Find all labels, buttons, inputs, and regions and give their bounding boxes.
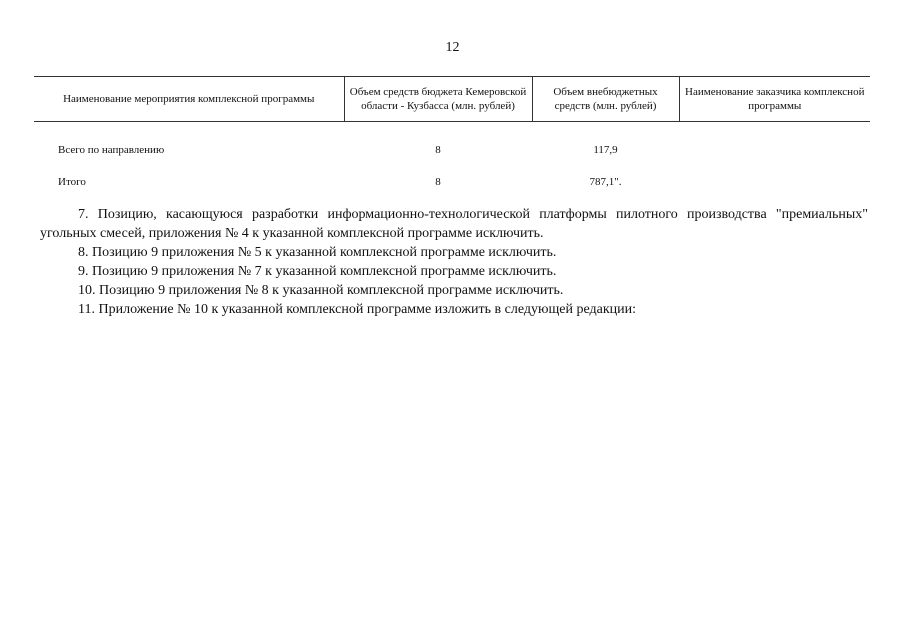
row-budget-value: 8 — [435, 176, 441, 188]
table-row — [34, 134, 870, 166]
header-budget-funds: Объем средств бюджета Кемеровской области - Кузбасса (млн. рублей) — [344, 77, 532, 122]
paragraph-11: 11. Приложение № 10 к указанной комплексной программе изложить в следующей редакции: — [78, 302, 636, 317]
row-customer — [679, 166, 870, 198]
page-number: 12 — [445, 40, 460, 55]
row-customer — [679, 134, 870, 166]
table-header-row — [34, 77, 870, 122]
paragraph-8: 8. Позицию 9 приложения № 5 к указанной комплексной программе исключить. — [78, 245, 557, 260]
header-extrabudgetary-funds: Объем внебюджетных средств (млн. рублей) — [532, 77, 679, 122]
paragraph-9: 9. Позицию 9 приложения № 7 к указанной комплексной программе исключить. — [78, 264, 557, 279]
header-event-name: Наименование мероприятия комплексной программы — [34, 77, 344, 122]
paragraph-7: 7. Позицию, касающуюся разработки информационно-технологической платформы пилотного производства "премиальных" угольных смесей, приложения № 4 к указанной комплексной программе исключить. — [40, 207, 868, 241]
row-name: Всего по направлению — [58, 144, 165, 156]
amendment-paragraphs — [40, 205, 868, 319]
table-spacer-row — [34, 122, 870, 135]
row-budget-value: 8 — [435, 144, 441, 156]
row-name: Итого — [58, 176, 86, 188]
header-customer-name: Наименование заказчика комплексной программы — [679, 77, 870, 122]
paragraph-10: 10. Позицию 9 приложения № 8 к указанной комплексной программе исключить. — [78, 283, 564, 298]
table-row — [34, 166, 870, 198]
program-table — [34, 76, 870, 198]
row-extrabudgetary-value: 787,1". — [589, 176, 622, 188]
row-extrabudgetary-value: 117,9 — [593, 144, 618, 156]
